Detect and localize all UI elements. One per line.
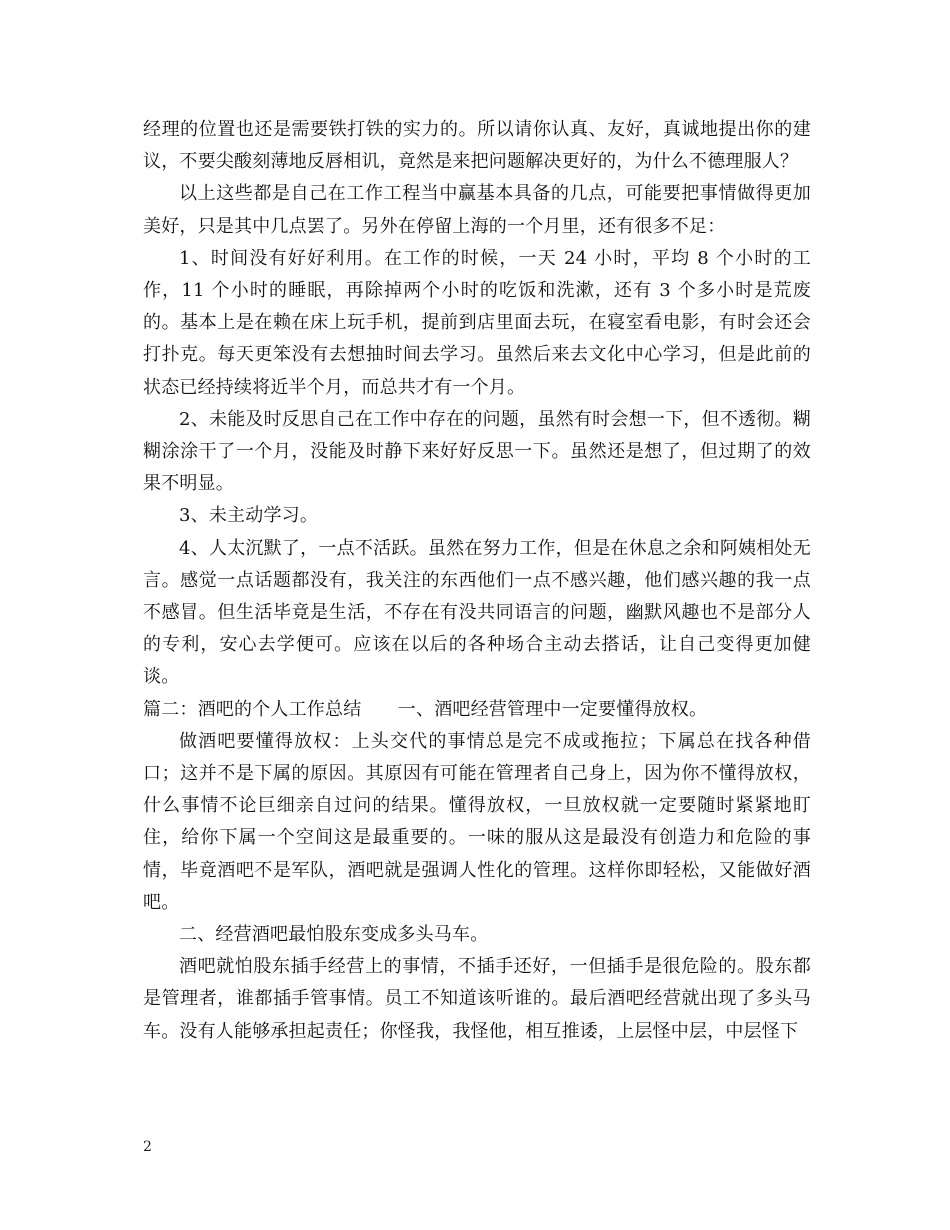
paragraph-3: 1、时间没有好好利用。在工作的时候，一天 24 小时，平均 8 个小时的工作，11 个小时的睡眠，再除掉两个小时的吃饭和洗漱，还有 3 个多小时是荒废的。基本上是在赖在床上玩手机，提前到店里面去玩，在寝室看电影，有时会还会打扑克。每天更笨没有去想抽时间去学习。虽然后来去文化中心学习，但是此前的状态已经持续将近半个月，而总共才有一个月。 xyxy=(143,247,811,398)
paragraph-2: 以上这些都是自己在工作工程当中赢基本具备的几点，可能要把事情做得更加美好，只是其中几点罢了。另外在停留上海的一个月里，还有很多不足： xyxy=(143,183,811,237)
page-number: 2 xyxy=(143,1139,152,1155)
paragraph-1: 经理的位置也还是需要铁打铁的实力的。所以请你认真、友好，真诚地提出你的建议，不要尖酸刻薄地反唇相讥，竟然是来把问题解决更好的，为什么不德理服人？ xyxy=(143,119,811,173)
paragraph-6: 4、人太沉默了，一点不活跃。虽然在努力工作，但是在休息之余和阿姨相处无言。感觉一点话题都没有，我关注的东西他们一点不感兴趣，他们感兴趣的我一点不感冒。但生活毕竟是生活，不存在有没共同语言的问题，幽默风趣也不是部分人的专利，安心去学便可。应该在以后的各种场合主动去搭话，让自己变得更加健谈。 xyxy=(143,537,811,688)
paragraph-5: 3、未主动学习。 xyxy=(179,505,319,527)
paragraph-9: 酒吧就怕股东插手经营上的事情，不插手还好，一但插手是很危险的。股东都是管理者，谁都插手管事情。员工不知道该听谁的。最后酒吧经营就出现了多头马车。没有人能够承担起责任；你怪我，我怪他，相互推诿，上层怪中层，中层怪下 xyxy=(143,956,811,1042)
section-heading: 篇二：酒吧的个人工作总结 一、酒吧经营管理中一定要懂得放权。 xyxy=(143,698,708,720)
body-text xyxy=(143,114,811,1048)
paragraph-7: 做酒吧要懂得放权：上头交代的事情总是完不成或拖拉；下属总在找各种借口；这并不是下属的原因。其原因有可能在管理者自己身上，因为你不懂得放权，什么事情不论巨细亲自过问的结果。懂得放权，一旦放权就一定要随时紧紧地盯住，给你下属一个空间这是最重要的。一味的服从这是最没有创造力和危险的事情，毕竟酒吧不是军队，酒吧就是强调人性化的管理。这样你即轻松，又能做好酒吧。 xyxy=(143,730,811,913)
paragraph-4: 2、未能及时反思自己在工作中存在的问题，虽然有时会想一下，但不透彻。糊糊涂涂干了一个月，没能及时静下来好好反思一下。虽然还是想了，但过期了的效果不明显。 xyxy=(143,408,811,495)
paragraph-8: 二、经营酒吧最怕股东变成多头马车。 xyxy=(179,924,489,946)
